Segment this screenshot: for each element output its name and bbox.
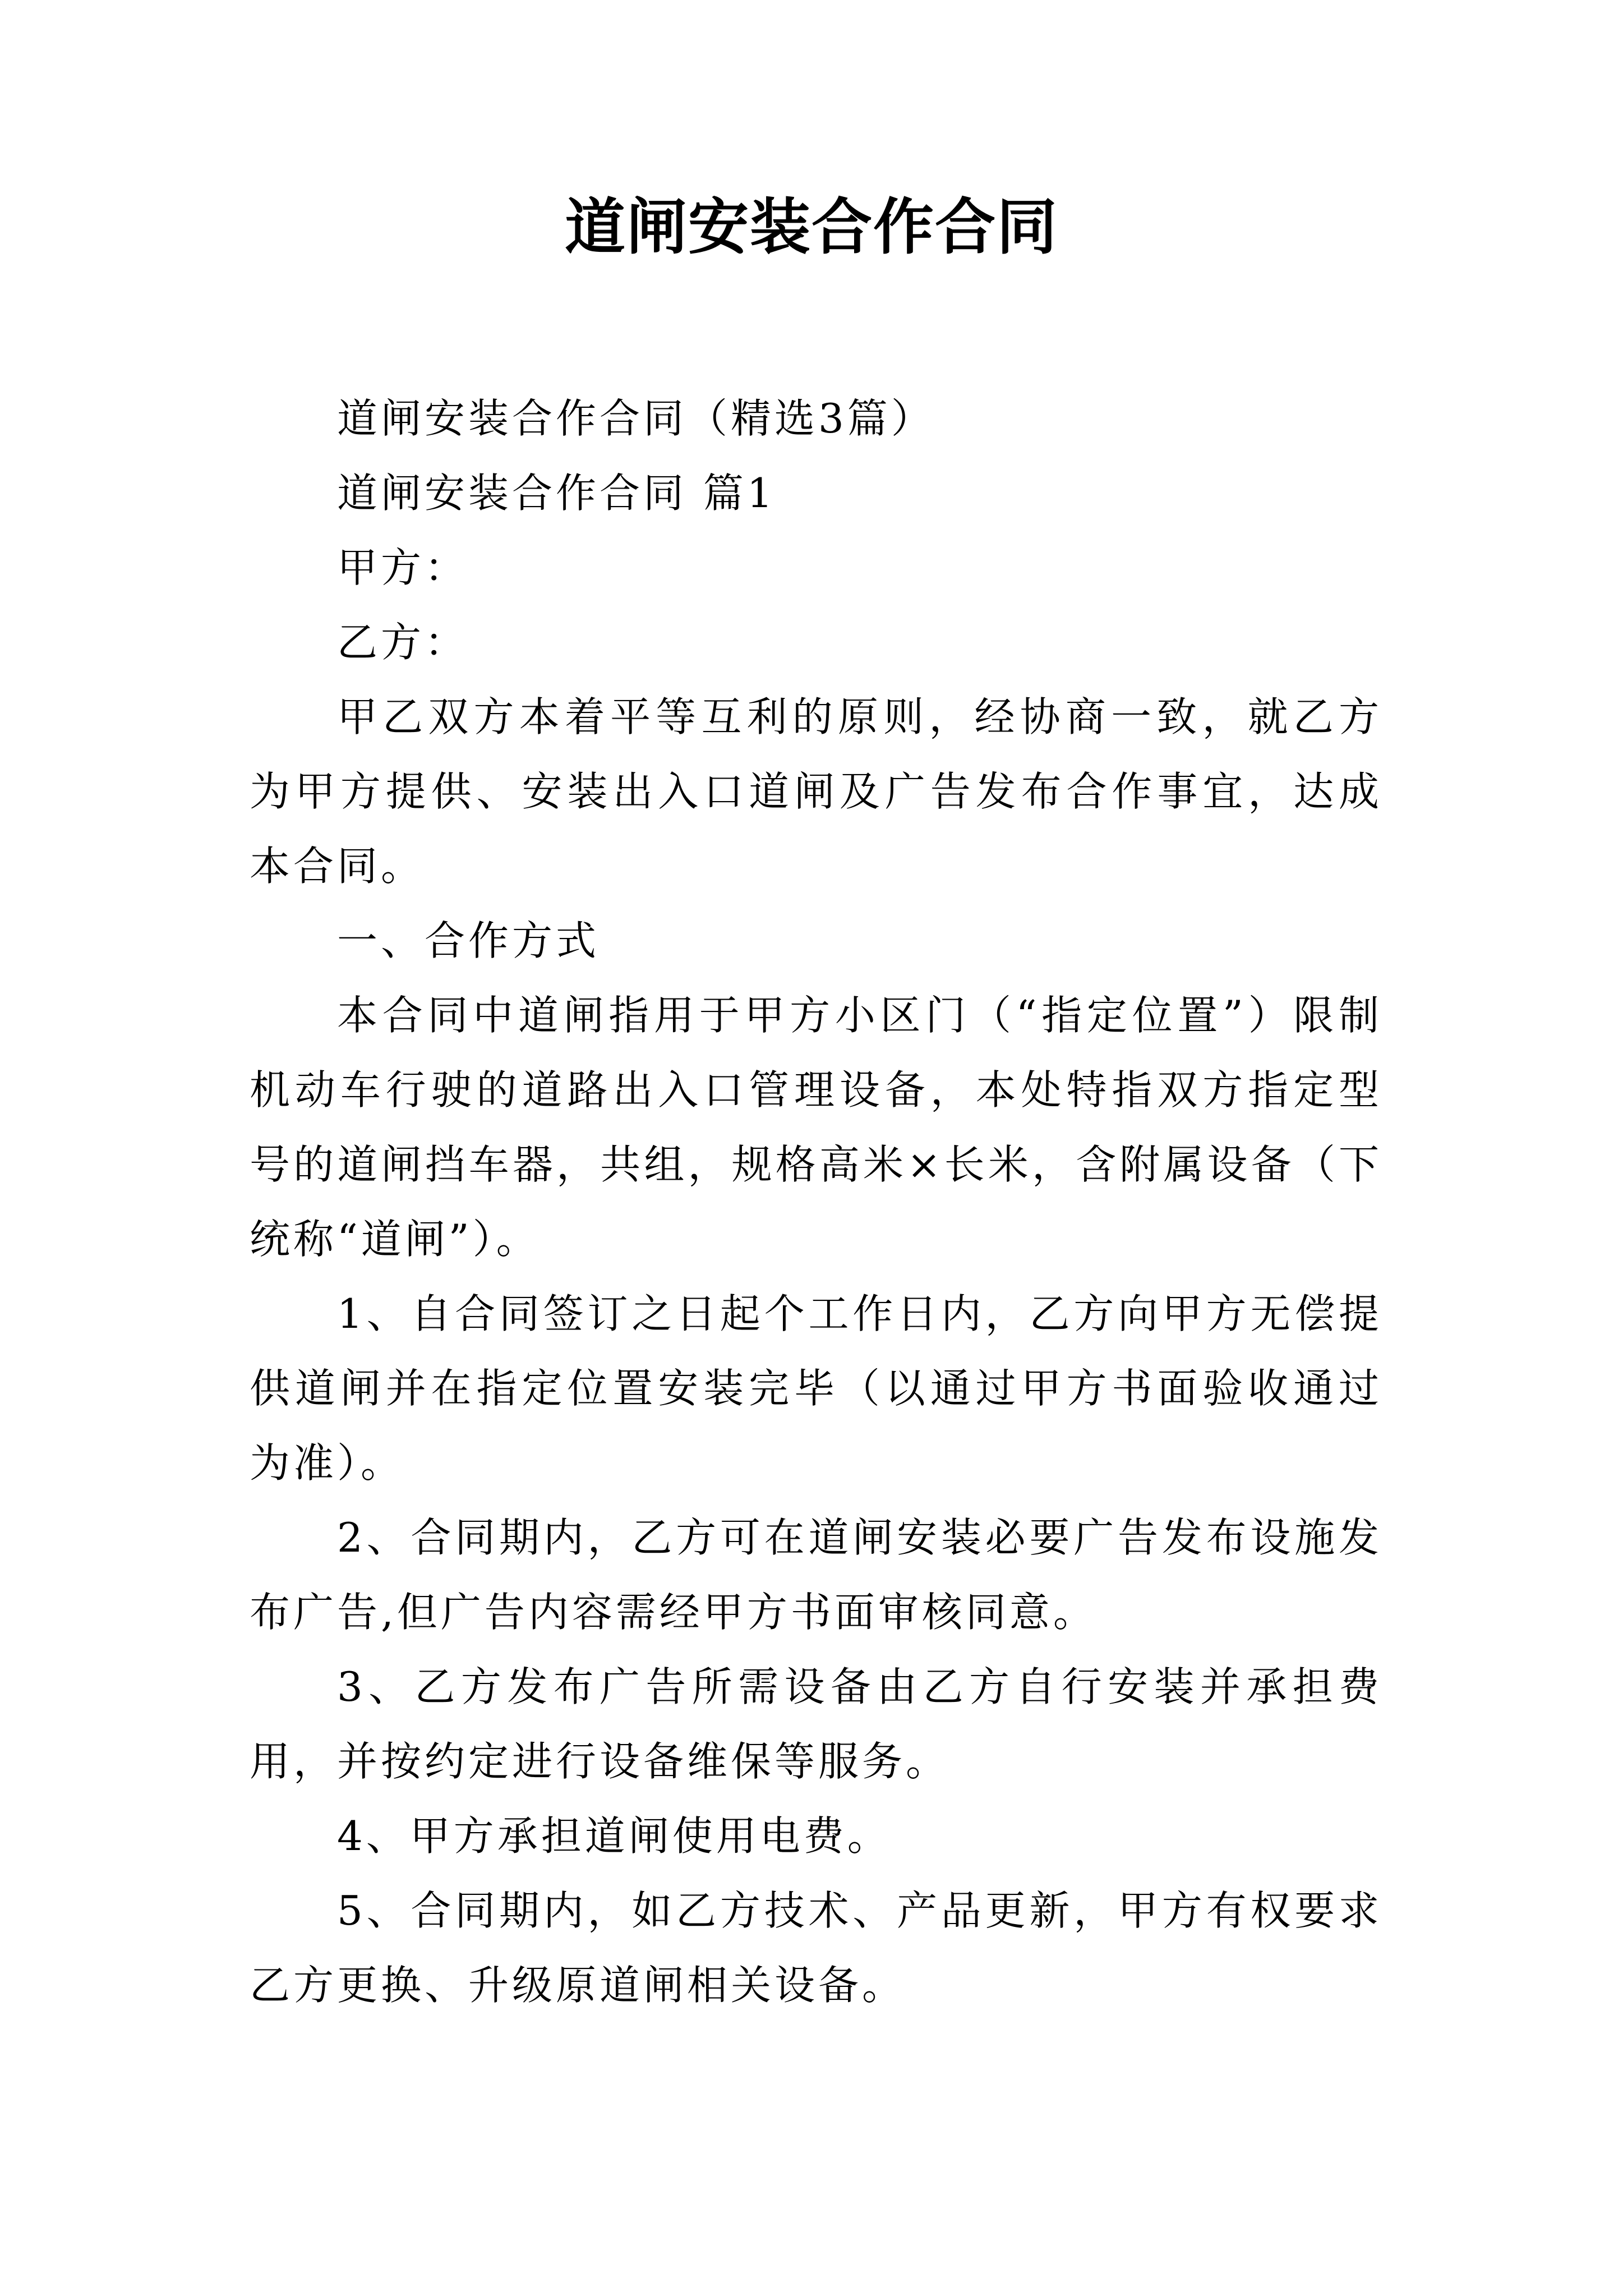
paragraph-clause-1: 1、自合同签订之日起个工作日内，乙方向甲方无偿提供道闸并在指定位置安装完毕（以通过甲方书面验收通过为准）。 bbox=[250, 1290, 1382, 1487]
paragraph-clause-2: 2、合同期内，乙方可在道闸安装必要广告发布设施发布广告,但广告内容需经甲方书面审核同意。 bbox=[250, 1514, 1382, 1636]
paragraph-section-heading: 道闸安装合作合同 篇1 bbox=[337, 470, 776, 517]
paragraph-definition: 本合同中道闸指用于甲方小区门（“指定位置”）限制机动车行驶的道路出入口管理设备，本处特指双方指定型号的道闸挡车器，共组，规格高米×长米，含附属设备（下统称“道闸”）。 bbox=[250, 992, 1382, 1263]
paragraph-clause-5: 5、合同期内，如乙方技术、产品更新，甲方有权要求乙方更换、升级原道闸相关设备。 bbox=[250, 1887, 1382, 2009]
paragraph-clause-3: 3、乙方发布广告所需设备由乙方自行安装并承担费用，并按约定进行设备维保等服务。 bbox=[250, 1663, 1382, 1785]
paragraph-subtitle: 道闸安装合作合同（精选3篇） bbox=[337, 395, 935, 442]
document-title: 道闸安装合作合同 bbox=[564, 192, 1058, 263]
paragraph-preamble: 甲乙双方本着平等互利的原则，经协商一致，就乙方为甲方提供、安装出入口道闸及广告发布合作事宜，达成本合同。 bbox=[250, 693, 1382, 890]
document-body bbox=[250, 381, 1382, 2023]
paragraph-cooperation-heading: 一、合作方式 bbox=[337, 917, 600, 964]
paragraph-party-b: 乙方： bbox=[337, 619, 469, 666]
paragraph-clause-4: 4、甲方承担道闸使用电费。 bbox=[337, 1812, 891, 1860]
paragraph-party-a: 甲方： bbox=[337, 544, 469, 591]
